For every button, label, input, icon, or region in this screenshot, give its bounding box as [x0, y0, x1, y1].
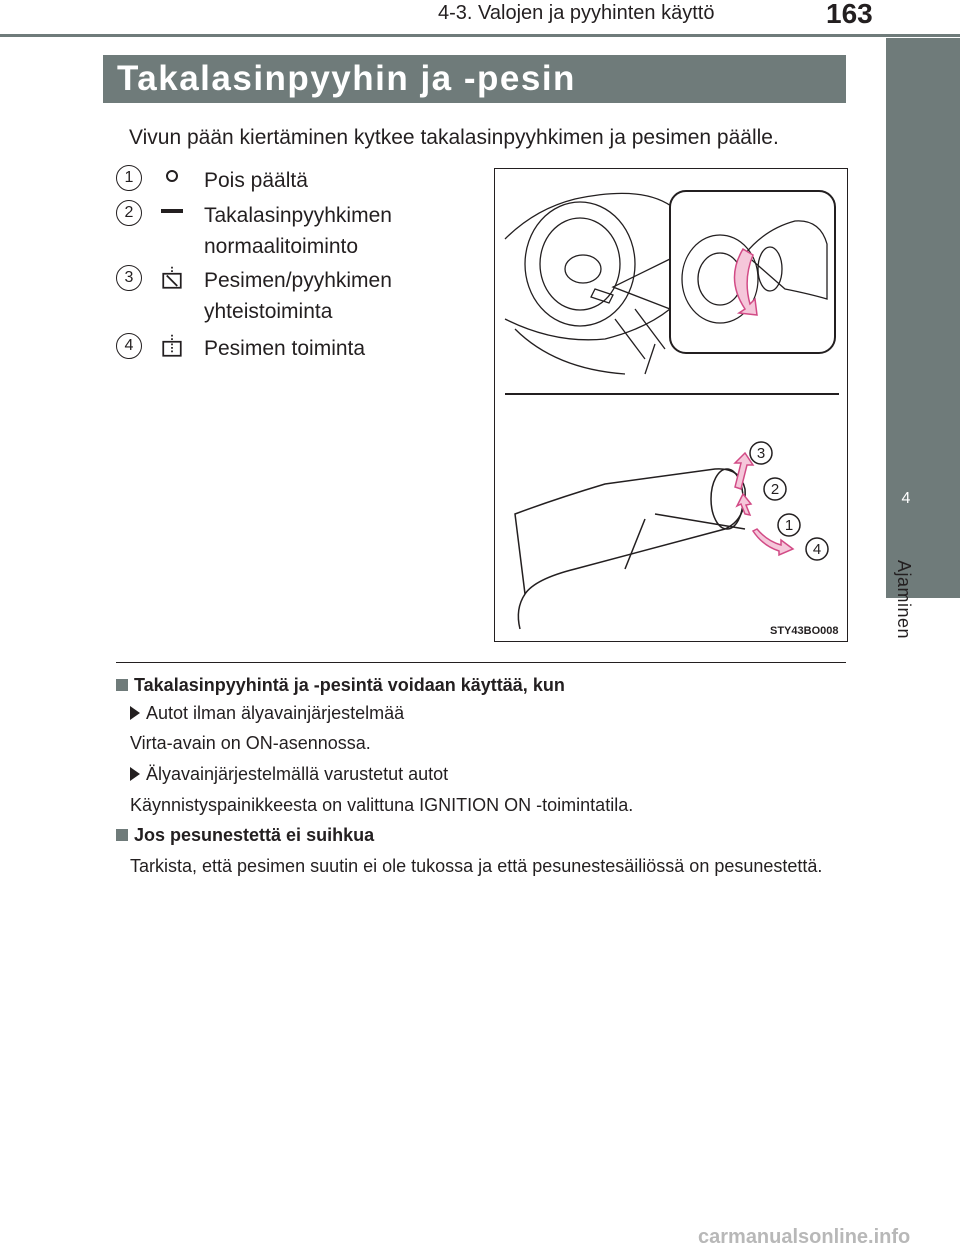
watermark: carmanualsonline.info — [698, 1226, 911, 1248]
body-text: Käynnistyspainikkeesta on valittuna IGNITION ON -toimintatila. — [130, 795, 634, 815]
item-washer — [116, 333, 476, 365]
callout-3: 3 — [756, 445, 766, 462]
item-number-badge: 4 — [116, 333, 142, 359]
callout-2: 2 — [770, 481, 780, 498]
intro-text: Vivun pään kiertäminen kytkee takalasinpyyhkimen ja pesimen päälle. — [129, 126, 779, 149]
callout-4: 4 — [812, 541, 822, 558]
page-number: 163 — [826, 0, 873, 29]
chapter-name: Ajaminen — [894, 560, 914, 640]
washer-icon — [156, 333, 188, 361]
washer-wipe-icon — [156, 265, 188, 293]
wiper-lever-illustration — [495, 169, 847, 641]
running-header: 4-3. Valojen ja pyyhinten käyttö — [438, 2, 715, 24]
illustration-code: STY43BO008 — [770, 625, 839, 637]
item-number-badge: 1 — [116, 165, 142, 191]
page-title: Takalasinpyyhin ja -pesin — [117, 59, 576, 98]
normal-wipe-icon — [156, 200, 188, 228]
body-text: Tarkista, että pesimen suutin ei ole tukossa ja että pesunestesäiliössä on pesunestettä. — [130, 856, 823, 876]
section-divider — [116, 662, 846, 663]
bullet-item: Autot ilman älyavainjärjestelmää — [130, 703, 404, 724]
item-label: Pesimen/pyyhkimen yhteistoiminta — [204, 269, 392, 323]
item-number-badge: 2 — [116, 200, 142, 226]
item-label: Pesimen toiminta — [204, 337, 366, 360]
header-rule — [0, 34, 960, 37]
item-number-badge: 3 — [116, 265, 142, 291]
item-label: Pois päältä — [204, 169, 308, 192]
callout-1: 1 — [784, 517, 794, 534]
section-heading: Takalasinpyyhintä ja -pesintä voidaan käyttää, kun — [116, 675, 565, 696]
item-label: Takalasinpyyhkimen normaalitoiminto — [204, 204, 392, 258]
item-off — [116, 165, 476, 197]
section-heading: Jos pesunestettä ei suihkua — [116, 825, 374, 846]
body-text: Virta-avain on ON-asennossa. — [130, 733, 371, 753]
illustration-frame — [494, 168, 848, 642]
chapter-tab — [886, 38, 960, 598]
item-normal — [116, 200, 476, 264]
bullet-item: Älyavainjärjestelmällä varustetut autot — [130, 764, 448, 785]
off-icon — [156, 165, 188, 193]
item-washer-wipe — [116, 265, 476, 329]
chapter-number: 4 — [901, 490, 911, 507]
